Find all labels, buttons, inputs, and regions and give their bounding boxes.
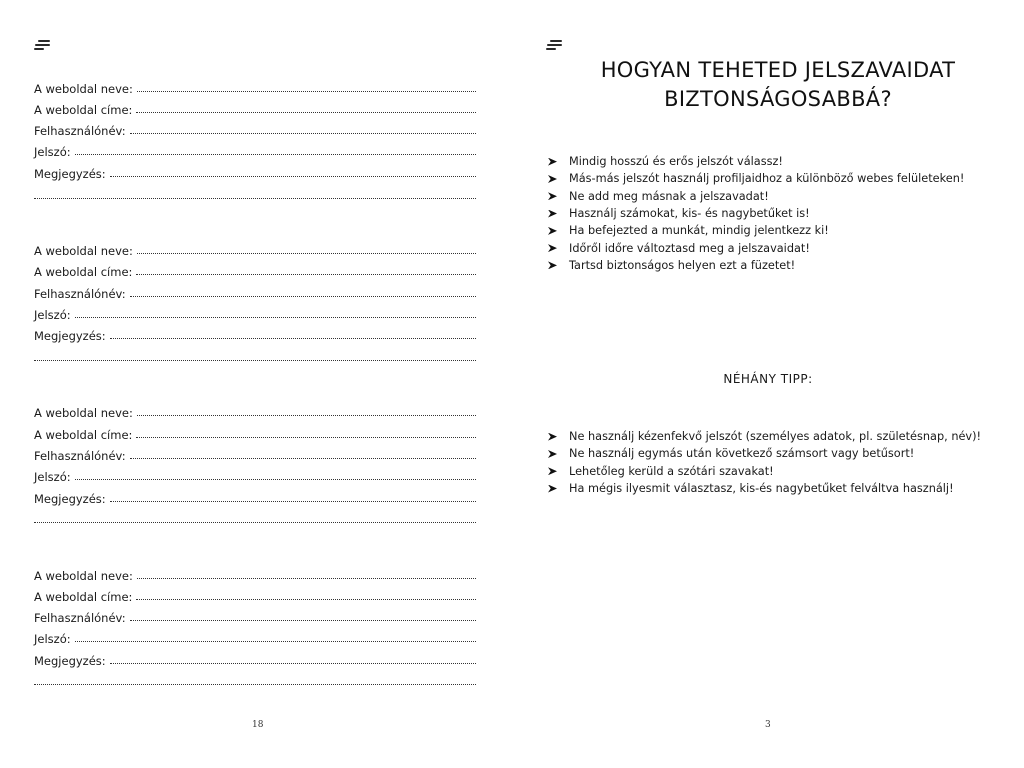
password-label: Jelszó: xyxy=(34,632,71,646)
site-url-field[interactable] xyxy=(34,586,476,604)
right-page xyxy=(512,0,1024,768)
note-field[interactable] xyxy=(34,650,476,668)
list-item xyxy=(548,257,964,274)
note-field[interactable] xyxy=(34,325,476,343)
list-item xyxy=(548,170,964,187)
rule-text: Időről időre változtasd meg a jelszavaidat! xyxy=(569,241,810,255)
site-name-line[interactable] xyxy=(137,415,476,416)
arrow-bullet-icon xyxy=(548,433,557,441)
tip-text: Ha mégis ilyesmit választasz, kis-és nagybetűket felváltva használj! xyxy=(569,482,954,496)
site-name-line[interactable] xyxy=(137,253,476,254)
site-url-field[interactable] xyxy=(34,261,476,279)
username-label: Felhasználónév: xyxy=(34,611,126,625)
username-field[interactable] xyxy=(34,283,476,301)
list-item xyxy=(548,428,981,445)
arrow-bullet-icon xyxy=(548,175,557,183)
list-item xyxy=(548,205,964,222)
note-label: Megjegyzés: xyxy=(34,167,106,181)
tip-text: Ne használj kézenfekvő jelszót (személyes adatok, pl. születésnap, név)! xyxy=(569,430,982,444)
username-label: Felhasználónév: xyxy=(34,124,126,138)
site-name-field[interactable] xyxy=(34,78,476,96)
password-label: Jelszó: xyxy=(34,308,71,322)
site-name-label: A weboldal neve: xyxy=(34,244,133,258)
note-label: Megjegyzés: xyxy=(34,492,106,506)
rule-text: Ne add meg másnak a jelszavadat! xyxy=(569,189,769,203)
site-url-label: A weboldal címe: xyxy=(34,428,133,442)
list-item xyxy=(548,463,981,480)
site-url-label: A weboldal címe: xyxy=(34,265,133,279)
list-item xyxy=(548,222,964,239)
list-item xyxy=(548,153,964,170)
list-item xyxy=(548,188,964,205)
username-label: Felhasználónév: xyxy=(34,449,126,463)
username-field[interactable] xyxy=(34,120,476,138)
rule-text: Más-más jelszót használj profiljaidhoz a különböző webes felületeken! xyxy=(569,172,965,186)
password-line[interactable] xyxy=(75,641,476,642)
site-url-line[interactable] xyxy=(136,599,476,600)
title-line: HOGYAN TEHETED JELSZAVAIDAT xyxy=(600,58,956,82)
site-name-label: A weboldal neve: xyxy=(34,569,133,583)
tips-heading: NÉHÁNY TIPP: xyxy=(723,372,813,386)
password-label: Jelszó: xyxy=(34,470,71,484)
arrow-bullet-icon xyxy=(548,227,557,235)
username-line[interactable] xyxy=(130,296,476,297)
password-field[interactable] xyxy=(34,466,476,484)
list-item xyxy=(548,480,981,497)
tips-list xyxy=(548,428,981,497)
rule-text: Tartsd biztonságos helyen ezt a füzetet! xyxy=(569,258,796,272)
password-line[interactable] xyxy=(75,317,476,318)
rule-text: Használj számokat, kis- és nagybetűket is! xyxy=(569,207,810,221)
note-line[interactable] xyxy=(110,176,476,177)
site-name-line[interactable] xyxy=(137,91,476,92)
arrow-bullet-icon xyxy=(548,467,557,475)
site-url-label: A weboldal címe: xyxy=(34,103,133,117)
site-url-line[interactable] xyxy=(136,274,476,275)
username-line[interactable] xyxy=(130,620,476,621)
site-name-label: A weboldal neve: xyxy=(34,406,133,420)
note-field[interactable] xyxy=(34,163,476,181)
note-extra-line[interactable] xyxy=(34,360,476,361)
username-line[interactable] xyxy=(130,133,476,134)
brand-logo-icon xyxy=(546,40,566,52)
username-field[interactable] xyxy=(34,607,476,625)
list-item xyxy=(548,239,964,256)
username-line[interactable] xyxy=(130,458,476,459)
arrow-bullet-icon xyxy=(548,158,557,166)
arrow-bullet-icon xyxy=(548,450,557,458)
arrow-bullet-icon xyxy=(548,485,557,493)
page-title xyxy=(552,56,1004,114)
password-field[interactable] xyxy=(34,141,476,159)
arrow-bullet-icon xyxy=(548,192,557,200)
site-url-field[interactable] xyxy=(34,99,476,117)
password-line[interactable] xyxy=(75,154,476,155)
site-url-field[interactable] xyxy=(34,424,476,442)
note-line[interactable] xyxy=(110,338,476,339)
arrow-bullet-icon xyxy=(548,210,557,218)
site-url-label: A weboldal címe: xyxy=(34,590,133,604)
note-label: Megjegyzés: xyxy=(34,654,106,668)
note-line[interactable] xyxy=(110,663,476,664)
tip-text: Ne használj egymás után következő számsort vagy betűsort! xyxy=(569,447,915,461)
site-url-line[interactable] xyxy=(136,112,476,113)
site-name-line[interactable] xyxy=(137,578,476,579)
note-extra-line[interactable] xyxy=(34,684,476,685)
page-number: 18 xyxy=(252,720,264,730)
rules-list xyxy=(548,153,964,274)
title-line: BIZTONSÁGOSABBÁ? xyxy=(664,87,892,111)
page-number: 3 xyxy=(765,720,771,730)
list-item xyxy=(548,445,981,462)
password-field[interactable] xyxy=(34,628,476,646)
site-url-line[interactable] xyxy=(136,437,476,438)
site-name-field[interactable] xyxy=(34,402,476,420)
note-extra-line[interactable] xyxy=(34,522,476,523)
password-label: Jelszó: xyxy=(34,145,71,159)
arrow-bullet-icon xyxy=(548,261,557,269)
site-name-field[interactable] xyxy=(34,240,476,258)
arrow-bullet-icon xyxy=(548,244,557,252)
note-label: Megjegyzés: xyxy=(34,329,106,343)
note-extra-line[interactable] xyxy=(34,198,476,199)
note-line[interactable] xyxy=(110,501,476,502)
username-label: Felhasználónév: xyxy=(34,287,126,301)
site-name-field[interactable] xyxy=(34,565,476,583)
note-field[interactable] xyxy=(34,488,476,506)
rule-text: Ha befejezted a munkát, mindig jelentkezz ki! xyxy=(569,224,829,238)
password-line[interactable] xyxy=(75,479,476,480)
site-name-label: A weboldal neve: xyxy=(34,82,133,96)
brand-logo-icon xyxy=(34,40,54,52)
password-field[interactable] xyxy=(34,304,476,322)
rule-text: Mindig hosszú és erős jelszót válassz! xyxy=(569,155,783,169)
tip-text: Lehetőleg kerüld a szótári szavakat! xyxy=(569,464,774,478)
username-field[interactable] xyxy=(34,445,476,463)
